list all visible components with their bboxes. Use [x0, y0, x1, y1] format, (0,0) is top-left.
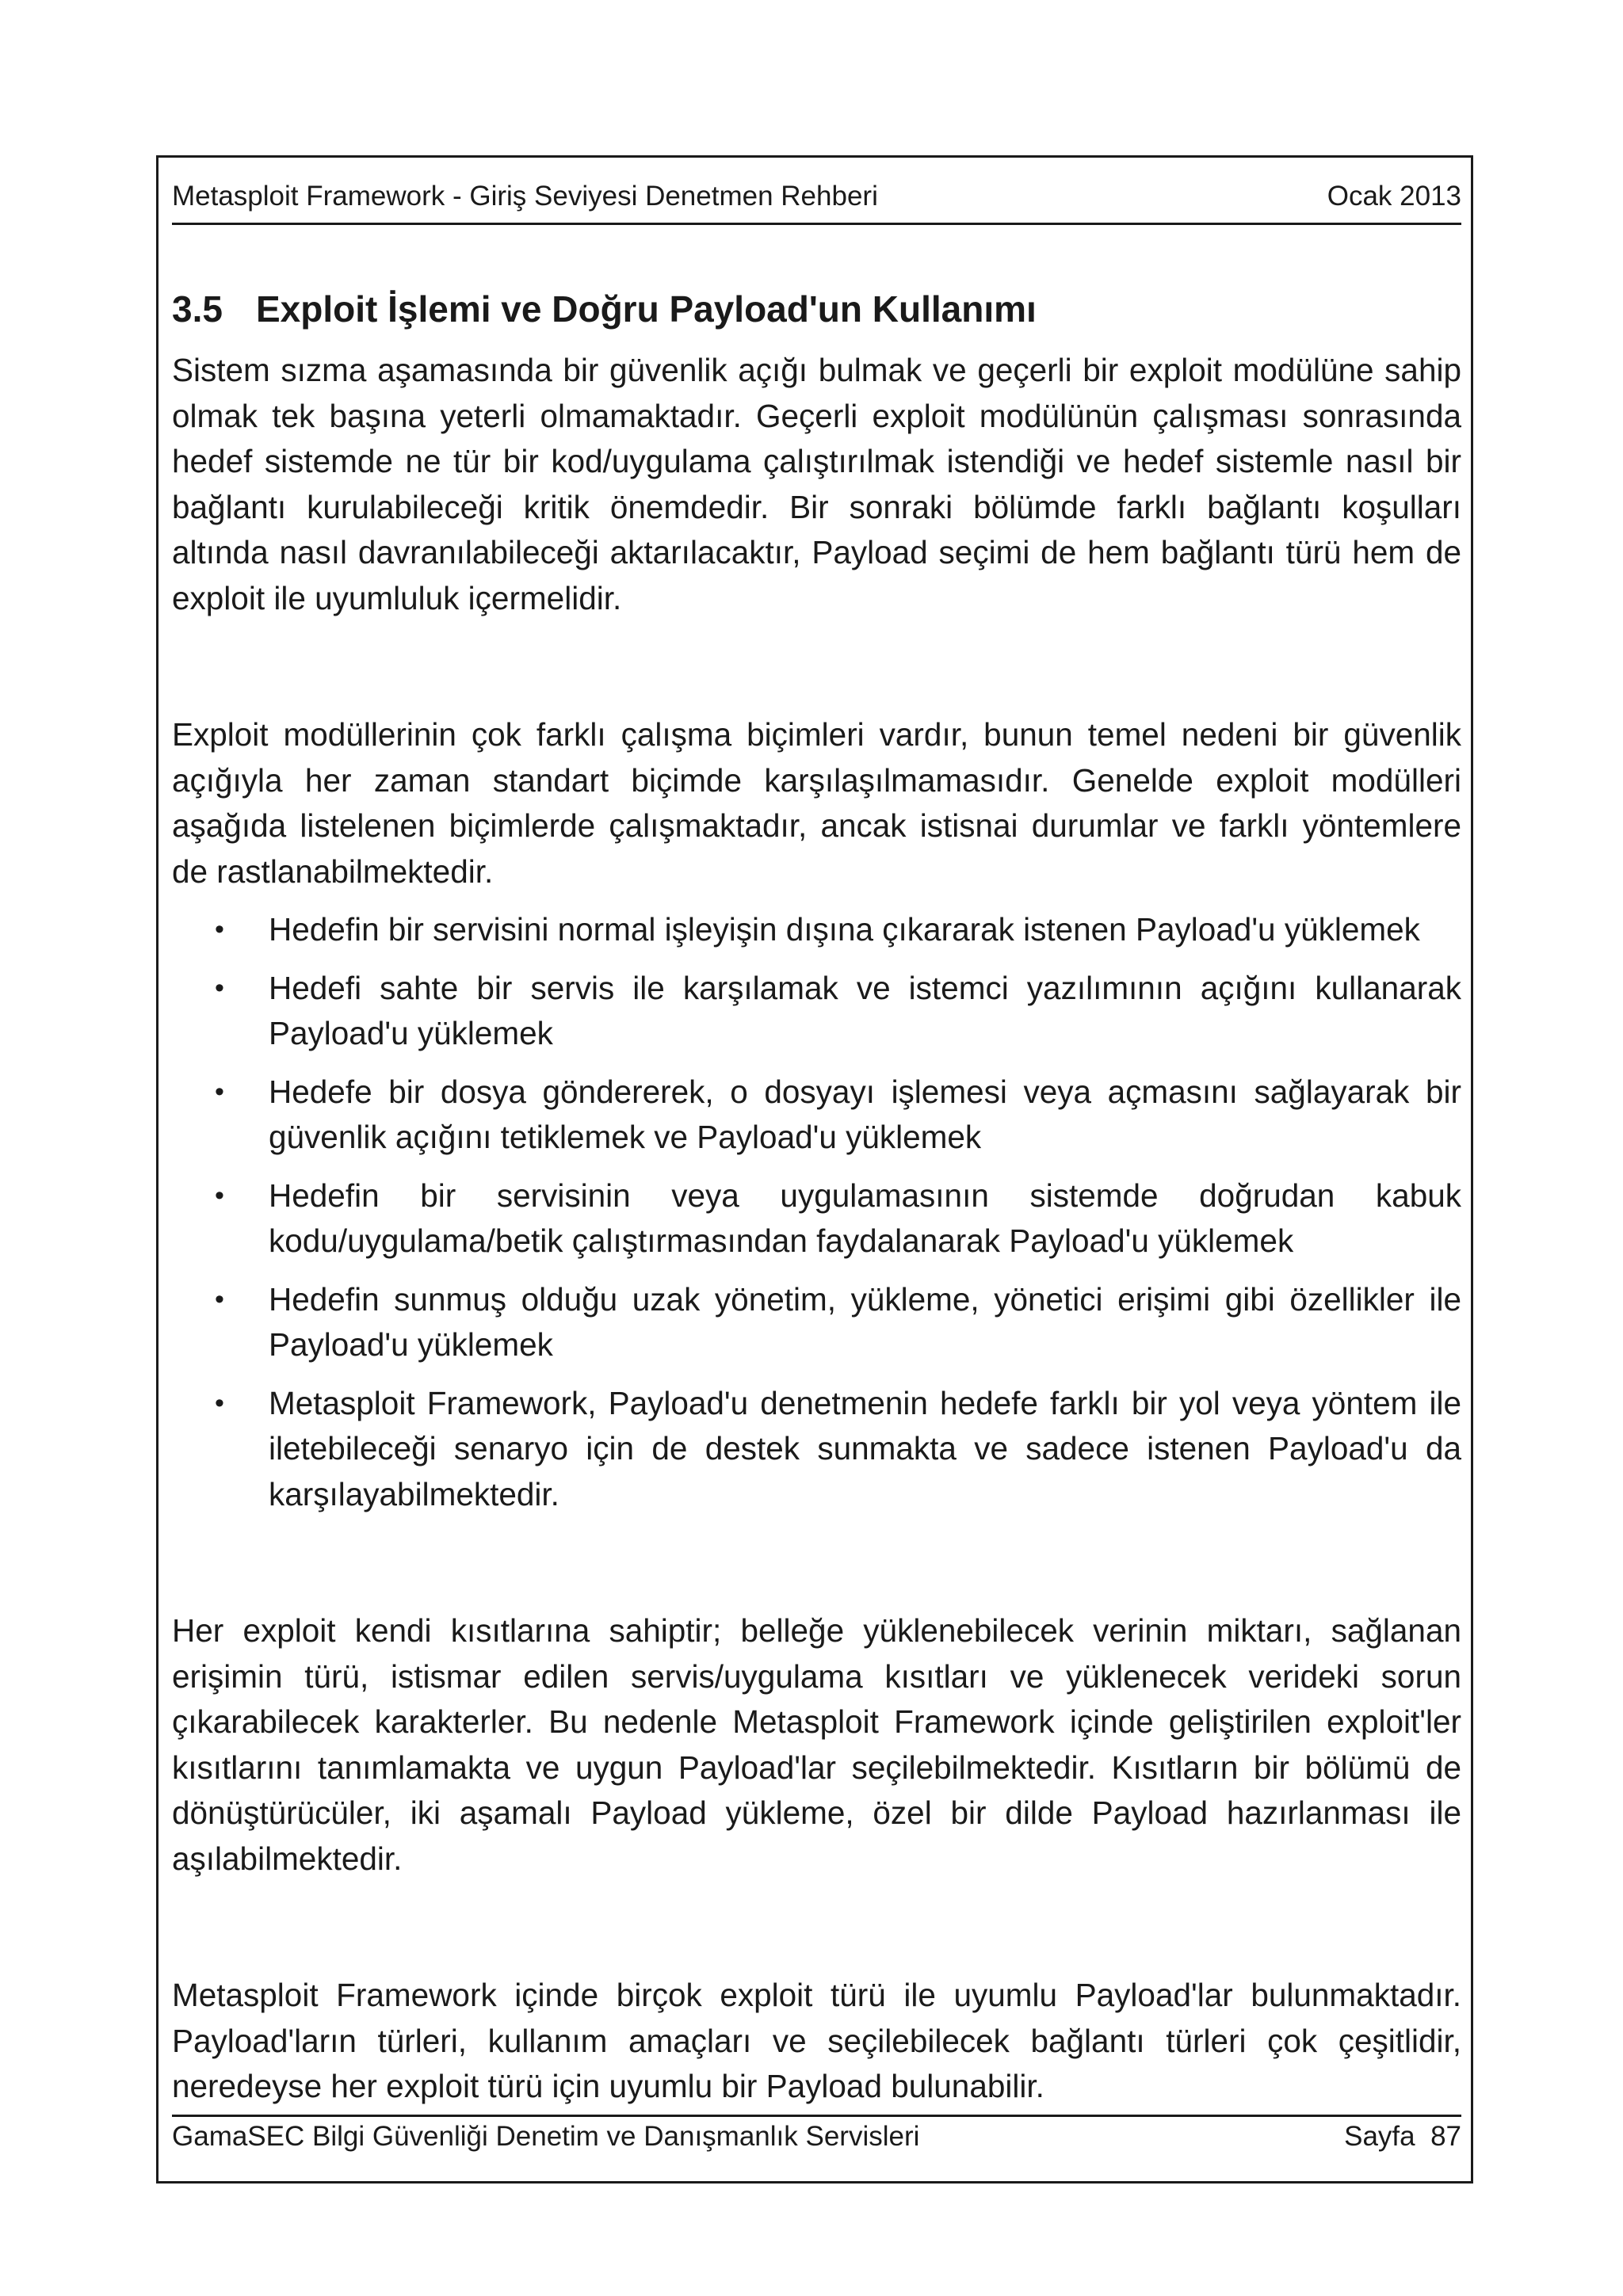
list-item [172, 1070, 1461, 1161]
header-divider [172, 223, 1461, 225]
list-item-text: Hedefe bir dosya göndererek, o dosyayı işlemesi veya açmasını sağlayarak bir güvenlik açığını tetiklemek ve Payload'u yüklemek [269, 1073, 1461, 1155]
paragraph-exploit-modules: Exploit modüllerinin çok farklı çalışma biçimleri vardır, bunun temel nedeni bir güvenlik açığıyla her zaman standart biçimde karşılaşılmamasıdır. Genelde exploit modülleri aşağıda listelenen biçimlerde çalışmaktadır, ancak istisnai durumlar ve farklı yöntemlere de rastlanabilmektedir. [172, 716, 1461, 890]
list-item-text: Hedefi sahte bir servis ile karşılamak ve istemci yazılımının açığını kullanarak Payload'u yüklemek [269, 969, 1461, 1051]
header-date: Ocak 2013 [1327, 181, 1461, 212]
paragraph-spacer [172, 1517, 1461, 1608]
page-footer [172, 2121, 1461, 2153]
section-title: Exploit İşlemi ve Doğru Payload'un Kullanımı [256, 288, 1037, 330]
paragraph-payloads: Metasploit Framework içinde birçok exploit türü ile uyumlu Payload'lar bulunmaktadır. Payload'ların türleri, kullanım amaçları ve seçilebilecek bağlantı türleri çok çeşitlidir, neredeyse her exploit türü için uyumlu bir Payload bulunabilir. [172, 1977, 1461, 2104]
bullet-icon: • [215, 972, 224, 1003]
bullet-icon: • [215, 1387, 224, 1418]
bullet-icon: • [215, 914, 224, 944]
page-header [172, 181, 1461, 212]
list-item [172, 907, 1461, 953]
page-content [172, 284, 1461, 2110]
paragraph-spacer [172, 1882, 1461, 1973]
paragraph-constraints: Her exploit kendi kısıtlarına sahiptir; belleğe yüklenebilecek verinin miktarı, sağlanan erişimin türü, istismar edilen servis/uygulama kısıtları ve yüklenecek verideki sorun çıkarabilecek karakterler. Bu nedenle Metasploit Framework içinde geliştirilen exploit'ler kısıtlarını tanımlamakta ve uygun Payload'lar seçilebilmektedir. Kısıtların bir bölümü de dönüştürücüler, iki aşamalı Payload yükleme, özel bir dilde Payload hazırlanması ile aşılabilmektedir. [172, 1612, 1461, 1877]
list-item-text: Metasploit Framework, Payload'u denetmenin hedefe farklı bir yol veya yöntem ile iletebileceği senaryo için de destek sunmakta ve sadece istenen Payload'u da karşılayabilmektedir. [269, 1384, 1461, 1512]
paragraph-spacer [172, 621, 1461, 712]
bullet-icon: • [215, 1076, 224, 1107]
list-item-text: Hedefin sunmuş olduğu uzak yönetim, yükleme, yönetici erişimi gibi özellikler ile Payload'u yüklemek [269, 1280, 1461, 1363]
footer-divider [172, 2115, 1461, 2117]
list-item-text: Hedefin bir servisinin veya uygulamasının sistemde doğrudan kabuk kodu/uygulama/betik çalıştırmasından faydalanarak Payload'u yüklemek [269, 1177, 1461, 1259]
paragraph-intro: Sistem sızma aşamasında bir güvenlik açığı bulmak ve geçerli bir exploit modülüne sahip olmak tek başına yeterli olmamaktadır. Geçerli exploit modülünün çalışması sonrasında hedef sistemde ne tür bir kod/uygulama çalıştırılmak istendiği ve hedef sistemle nasıl bir bağlantı kurulabileceği kritik önemdedir. Bir sonraki bölümde farklı bağlantı koşulları altında nasıl davranılabileceği aktarılacaktır, Payload seçimi de hem bağlantı türü hem de exploit ile uyumluluk içermelidir. [172, 352, 1461, 616]
bullet-icon: • [215, 1283, 224, 1314]
list-item [172, 1277, 1461, 1368]
footer-page [1344, 2121, 1461, 2153]
list-item-text: Hedefin bir servisini normal işleyişin dışına çıkararak istenen Payload'u yüklemek [269, 911, 1420, 948]
list-item [172, 1381, 1461, 1518]
section-heading [172, 284, 1461, 334]
bullet-list [172, 907, 1461, 1517]
section-number: 3.5 [172, 288, 223, 330]
footer-company: GamaSEC Bilgi Güvenliği Denetim ve Danışmanlık Servisleri [172, 2121, 920, 2152]
header-title: Metasploit Framework - Giriş Seviyesi Denetmen Rehberi [172, 181, 878, 212]
list-item [172, 966, 1461, 1057]
bullet-icon: • [215, 1180, 224, 1211]
list-item [172, 1173, 1461, 1264]
page-number: 87 [1430, 2121, 1461, 2152]
page-label: Sayfa [1344, 2121, 1415, 2152]
